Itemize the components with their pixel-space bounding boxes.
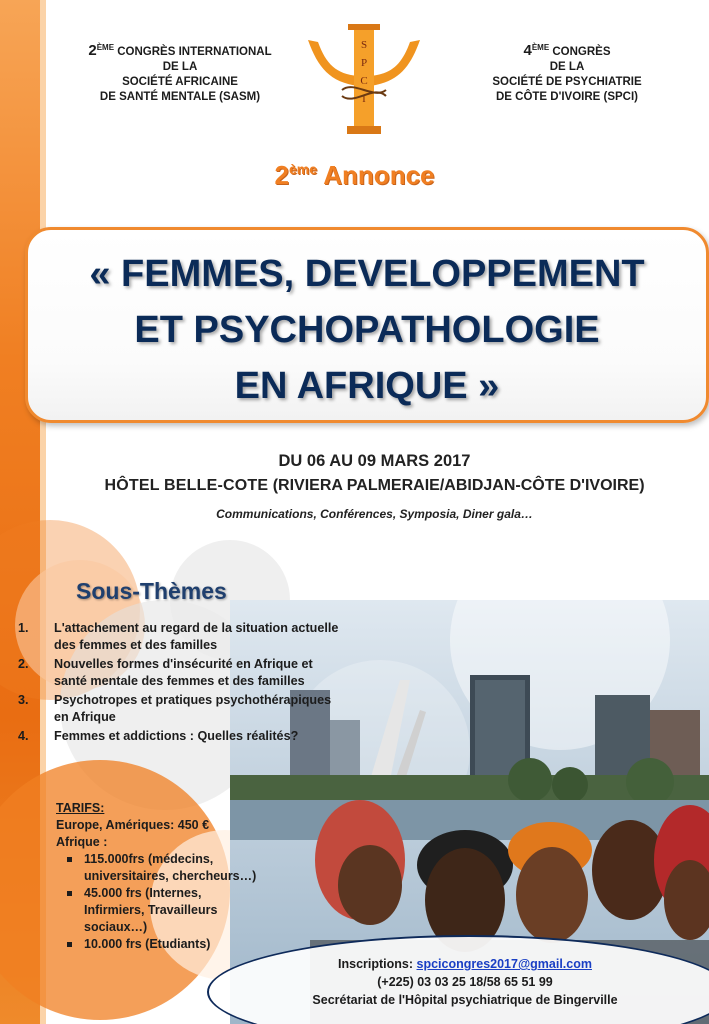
list-item-text: Femmes et addictions : Quelles réalités? <box>54 729 299 743</box>
theme-title-box <box>25 227 709 423</box>
logo-letter: P <box>360 57 368 69</box>
contact-secretariat: Secrétariat de l'Hôpital psychiatrique de Bingerville <box>312 993 618 1007</box>
subthemes-list <box>18 620 373 747</box>
tarif-item-text: Infirmiers, Travailleurs <box>84 903 218 917</box>
spci-psi-logo <box>302 20 426 138</box>
theme-title-line: ET PSYCHOPATHOLOGIE <box>134 309 600 351</box>
logo-letter: C <box>360 75 368 87</box>
list-item-text: des femmes et des familles <box>54 638 218 652</box>
list-item <box>18 692 373 726</box>
congress-line: CONGRÈS INTERNATIONAL <box>117 45 272 58</box>
list-item-number: 2. <box>18 657 29 671</box>
logo-letter: S <box>360 39 368 51</box>
theme-title-line: « FEMMES, DEVELOPPEMENT <box>89 253 645 295</box>
congress-rank-suffix: ÈME <box>96 43 115 52</box>
tarifs-block <box>56 800 296 953</box>
list-item-number: 3. <box>18 693 29 707</box>
tarif-item <box>64 936 296 953</box>
list-item-text: L'attachement au regard de la situation actuelle <box>54 621 339 635</box>
list-item-text: Nouvelles formes d'insécurité en Afrique et <box>54 657 313 671</box>
contact-block <box>240 955 690 1009</box>
event-venue <box>0 477 709 495</box>
congress-rank: 2 <box>88 41 97 59</box>
announcement-rank: 2 <box>274 160 289 190</box>
congress-line: CONGRÈS <box>552 45 611 58</box>
tarif-europe: Europe, Amériques: 450 € <box>56 818 210 832</box>
tarif-item-text: sociaux…) <box>84 920 148 934</box>
logo-letter: I <box>362 93 366 105</box>
tarif-item-text: universitaires, chercheurs…) <box>84 869 257 883</box>
inscriptions-label: Inscriptions: <box>338 957 414 971</box>
tarif-item-text: 45.000 frs (Internes, <box>84 886 202 900</box>
list-item <box>18 728 373 745</box>
congress-line: SOCIÉTÉ AFRICAINE <box>122 75 238 88</box>
tarif-item-text: 115.000frs (médecins, <box>84 852 214 866</box>
event-activities: Communications, Conférences, Symposia, Diner gala… <box>216 507 533 521</box>
announcement-label: Annonce <box>323 160 435 190</box>
venue-location: (RIVIERA PALMERAIE/ABIDJAN-CÔTE D'IVOIRE) <box>272 477 645 494</box>
tarif-item-text: 10.000 frs (Etudiants) <box>84 937 211 951</box>
tarif-item <box>64 885 296 936</box>
tarif-item <box>64 851 296 885</box>
theme-title <box>28 246 706 414</box>
header-spci-congress <box>452 40 682 105</box>
contact-phone: (+225) 03 03 25 18/58 65 51 99 <box>377 975 553 989</box>
event-dates: DU 06 AU 09 MARS 2017 <box>278 452 471 470</box>
congress-line: SOCIÉTÉ DE PSYCHIATRIE <box>492 75 642 88</box>
list-item-text: en Afrique <box>54 710 116 724</box>
subthemes-heading: Sous-Thèmes <box>76 578 227 604</box>
congress-line: DE LA <box>549 60 585 73</box>
congress-rank-suffix: ÈME <box>531 43 550 52</box>
tarif-afrique-label: Afrique : <box>56 835 108 849</box>
congress-line: DE SANTÉ MENTALE (SASM) <box>99 90 261 103</box>
congress-line: DE LA <box>162 60 198 73</box>
congress-rank: 4 <box>523 41 532 59</box>
list-item-number: 1. <box>18 621 29 635</box>
list-item <box>18 620 373 654</box>
list-item-number: 4. <box>18 729 29 743</box>
list-item <box>18 656 373 690</box>
announcement-rank-suffix: ème <box>288 161 317 177</box>
header-sasm-congress <box>55 40 305 105</box>
contact-email-link[interactable]: spcicongres2017@gmail.com <box>416 957 592 971</box>
announcement-heading <box>0 160 709 191</box>
list-item-text: santé mentale des femmes et des familles <box>54 674 305 688</box>
tarifs-heading: TARIFS: <box>56 801 105 815</box>
list-item-text: Psychotropes et pratiques psychothérapiques <box>54 693 332 707</box>
venue-hotel: HÔTEL BELLE-COTE <box>104 477 269 494</box>
theme-title-line: EN AFRIQUE » <box>234 365 500 407</box>
congress-line: DE CÔTE D'IVOIRE (SPCI) <box>495 90 639 103</box>
